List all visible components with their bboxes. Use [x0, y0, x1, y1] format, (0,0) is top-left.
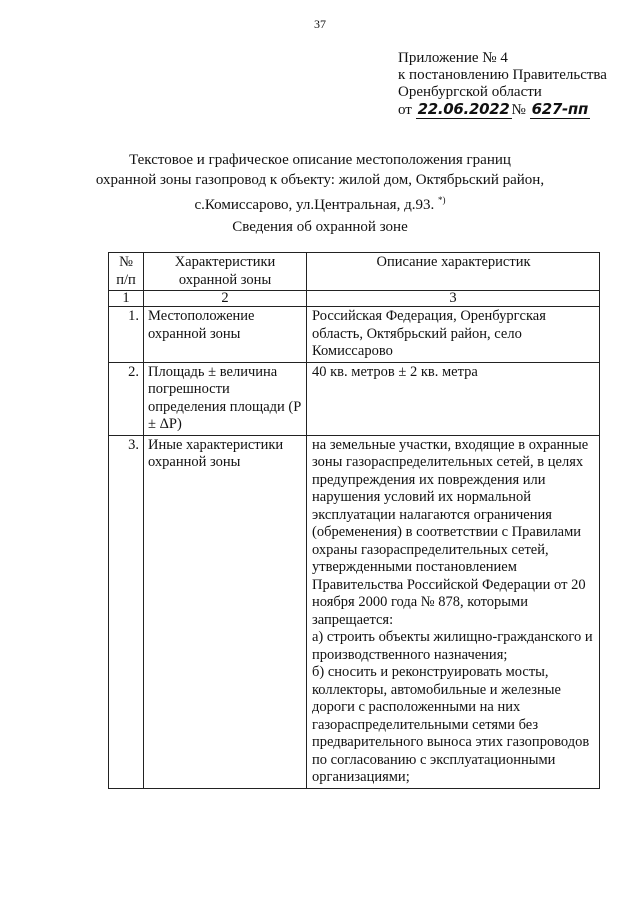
description-paragraph: а) строить объекты жилищно-гражданского и производственного назначения; — [312, 629, 593, 663]
row-description: Российская Федерация, Оренбургская область, Октябрьский район, село Комиссарово — [307, 307, 600, 363]
zone-info-table — [108, 252, 600, 789]
column-number: 2 — [144, 291, 307, 307]
from-label: от — [398, 102, 412, 118]
row-characteristic: Площадь ± величина погрешности определения площади (P ± ΔP) — [144, 362, 307, 435]
number-label: № — [511, 102, 526, 118]
description-paragraph: на земельные участки, входящие в охранные зоны газораспределительных сетей, в целях предупреждения их повреждения или нарушения условий их нормальной эксплуатации налагаются ограничения (обременения) в соответствии с Правилами охраны газораспределительных сетей, утвержденными постановлением Правительства Российской Федерации от 20 ноября 2000 года № 878, которыми запрещается: — [312, 436, 589, 628]
row-description: 40 кв. метров ± 2 кв. метра — [307, 362, 600, 435]
description-paragraph: б) сносить и реконструировать мосты, коллекторы, автомобильные и железные дороги с расположенными на них газораспределительными сетями без предварительного выноса этих газопроводов по согласованию с эксплуатационными организациями; — [312, 664, 590, 785]
row-characteristic: Местоположение охранной зоны — [144, 307, 307, 363]
decree-number: 627-пп — [531, 100, 589, 118]
column-number-row — [109, 291, 600, 307]
table-header-row — [109, 253, 600, 291]
document-title — [60, 150, 580, 215]
appendix-line-2: к постановлению Правительства — [398, 67, 607, 83]
row-number: 3. — [109, 435, 144, 788]
page-number: 37 — [314, 17, 326, 31]
header-cell-description: Описание характеристик — [307, 253, 600, 291]
column-number: 1 — [109, 291, 144, 307]
title-line-3 — [60, 190, 580, 215]
row-number: 1. — [109, 307, 144, 363]
appendix-line-1: Приложение № 4 — [398, 50, 508, 66]
section-subtitle: Сведения об охранной зоне — [232, 219, 408, 235]
decree-signature-line — [398, 101, 607, 119]
footnote-mark: *) — [437, 195, 446, 205]
header-cell-number: № п/п — [109, 253, 144, 291]
appendix-header — [398, 50, 607, 119]
table-row — [109, 362, 600, 435]
title-line-3-text: с.Комиссарово, ул.Центральная, д.93. — [194, 197, 435, 213]
header-cell-characteristic: Характеристики охранной зоны — [144, 253, 307, 291]
row-number: 2. — [109, 362, 144, 435]
appendix-line-3: Оренбургской области — [398, 84, 542, 100]
decree-date: 22.06.2022 — [417, 100, 510, 118]
table-row — [109, 307, 600, 363]
row-description — [307, 435, 600, 788]
title-line-1: Текстовое и графическое описание местоположения границ — [129, 152, 511, 168]
row-characteristic: Иные характеристики охранной зоны — [144, 435, 307, 788]
table-row — [109, 435, 600, 788]
title-line-2: охранной зоны газопровод к объекту: жилой дом, Октябрьский район, — [95, 172, 545, 188]
column-number: 3 — [307, 291, 600, 307]
